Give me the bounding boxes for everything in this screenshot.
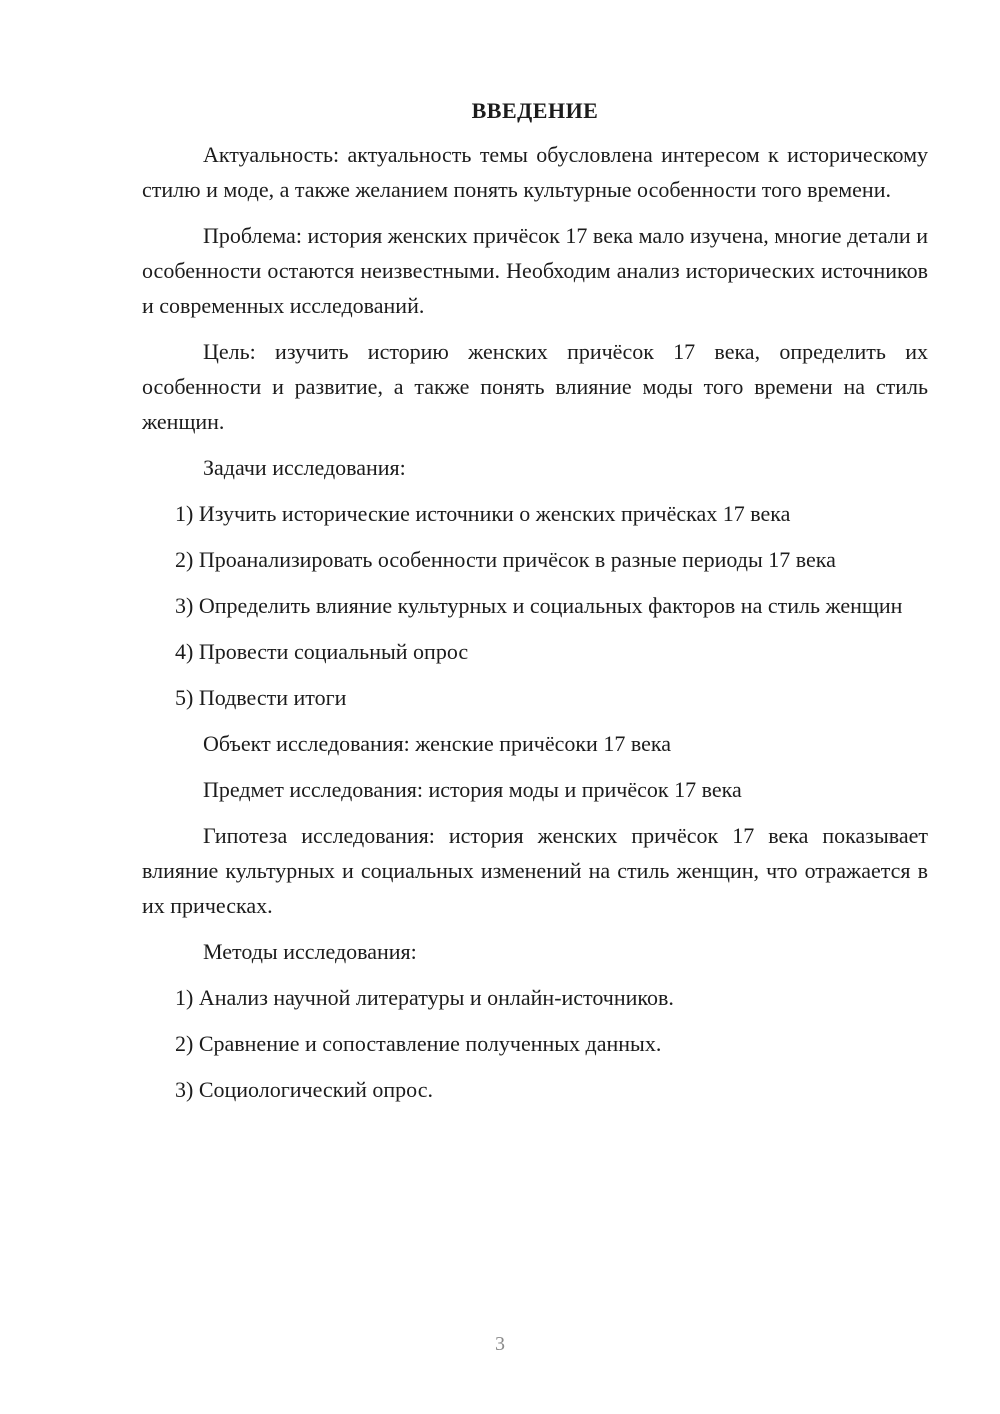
subject-line: Предмет исследования: история моды и причёсок 17 века: [203, 777, 742, 802]
relevance-paragraph: Актуальность: актуальность темы обусловлена интересом к историческому стилю и моде, а также желанием понять культурные особенности того времени.: [142, 142, 928, 202]
document-page: [142, 96, 928, 1118]
method-item: 2) Сравнение и сопоставление полученных данных.: [175, 1031, 662, 1056]
goal-paragraph: Цель: изучить историю женских причёсок 17 века, определить их особенности и развитие, а также понять влияние моды того времени на стиль женщин.: [142, 339, 928, 434]
page-number: 3: [495, 1333, 505, 1355]
hypothesis-paragraph: Гипотеза исследования: история женских причёсок 17 века показывает влияние культурных и социальных изменений на стиль женщин, что отражается в их прическах.: [142, 823, 928, 918]
task-item: 3) Определить влияние культурных и социальных факторов на стиль женщин: [175, 593, 903, 618]
object-line: Объект исследования: женские причёсоки 17 века: [203, 731, 671, 756]
task-item: 5) Подвести итоги: [175, 685, 347, 710]
section-title: ВВЕДЕНИЕ: [471, 98, 599, 123]
method-item: 1) Анализ научной литературы и онлайн-источников.: [175, 985, 674, 1010]
method-item: 3) Социологический опрос.: [175, 1077, 433, 1102]
task-item: 1) Изучить исторические источники о женских причёсках 17 века: [175, 501, 791, 526]
task-item: 4) Провести социальный опрос: [175, 639, 469, 664]
problem-paragraph: Проблема: история женских причёсок 17 века мало изучена, многие детали и особенности остаются неизвестными. Необходим анализ исторических источников и современных исследований.: [142, 223, 928, 318]
tasks-heading: Задачи исследования:: [203, 455, 406, 480]
methods-heading: Методы исследования:: [203, 939, 417, 964]
task-item: 2) Проанализировать особенности причёсок в разные периоды 17 века: [175, 547, 836, 572]
